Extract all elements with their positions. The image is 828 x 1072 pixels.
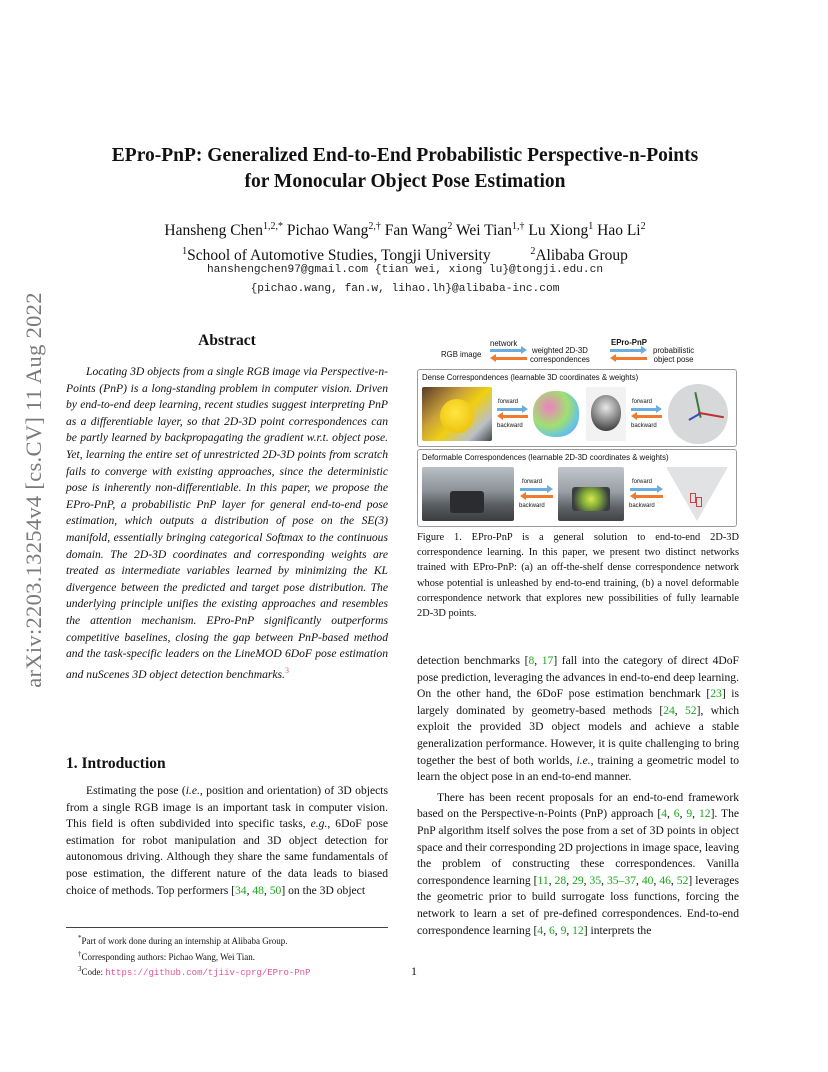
arxiv-sidebar — [8, 270, 60, 710]
citation-link[interactable]: 4 — [537, 923, 544, 937]
author-emails: hanshengchen97@gmail.com {tian wei, xiong lu}@tongji.edu.cn {pichao.wang, fan.w, lihao.lh}@alibaba-inc.com — [206, 264, 604, 295]
citation-link[interactable]: 50 — [269, 883, 282, 897]
citation-link[interactable]: 12 — [572, 923, 584, 937]
street-photo — [422, 467, 514, 521]
citation-link[interactable]: 24 — [663, 703, 675, 717]
legend-probabilistic-pose: probabilistic object pose — [653, 346, 695, 364]
legend-epro-pnp: EPro-PnP — [611, 338, 647, 347]
legend-weighted-correspondences: weighted 2D-3D correspondences — [530, 346, 590, 364]
citation-link[interactable]: 11 — [537, 873, 549, 887]
arxiv-identifier: arXiv:2203.13254v4 [cs.CV] 11 Aug 2022 — [21, 292, 46, 688]
citation-link[interactable]: 6 — [548, 923, 555, 937]
citation-link[interactable]: 28 — [554, 873, 567, 887]
paragraph: detection benchmarks [8, 17] fall into the category of direct 4DoF pose prediction, leveraging the advances in end-to-end deep learning. On the other hand, the 6DoF pose estimation benchmark [23] is largely dominated by geometry-based methods [24, 52], which exploit the provided 3D object models and achieve a stable generalization performance. However, it is quite challenging to bring together the best of both worlds, i.e., training a geometric model to learn the object pose in an end-to-end manner. — [417, 654, 740, 784]
citation-link[interactable]: 35–37 — [607, 873, 636, 887]
panel-title: Dense Correspondences (learnable 3D coordinates & weights) — [422, 373, 639, 382]
forward-arrow-icon — [631, 408, 657, 411]
footnote: *Part of work done during an internship at Alibaba Group. — [78, 934, 288, 946]
citation-link[interactable]: 40 — [641, 873, 654, 887]
panel-title: Deformable Correspondences (learnable 2D-3D coordinates & weights) — [422, 453, 669, 462]
citation-link[interactable]: 12 — [698, 807, 711, 821]
citation-link[interactable]: 9 — [686, 807, 693, 821]
author-list: Hansheng Chen$^{1,2,*}$ Pichao Wang$^{2,\dagger}$ Fan Wang$^2$ Wei Tian$^{1,\dagger}$ Lu Xiong$^1$ Hao Li$^2$ — [164, 221, 646, 240]
legend-forward-arrow-icon — [610, 349, 642, 352]
forward-arrow-icon — [630, 488, 658, 491]
legend-rgb-image: RGB image — [441, 350, 482, 359]
legend-network: network — [490, 339, 518, 348]
legend-forward-arrow-icon — [490, 349, 522, 352]
correspondence-overlay-image — [558, 467, 624, 521]
citation-link[interactable]: 46 — [659, 873, 671, 887]
citation-link[interactable]: 23 — [710, 687, 722, 701]
duck-photo — [422, 387, 492, 441]
bev-distribution-image — [666, 467, 728, 521]
citation-link[interactable]: 52 — [685, 703, 697, 717]
panel-dense-correspondences: Dense Correspondences (learnable 3D coordinates & weights) forward backward forward backward — [417, 369, 737, 447]
footnote-ref-3[interactable]: 3 — [284, 665, 289, 675]
intro-paragraph: Estimating the pose (i.e., position and orientation) of 3D objects from a single RGB image is an important task in computer vision. This field is often subdivided into specific tasks, e.g., 6DoF pose estimation for robot manipulation and 3D object detection for autonomous driving. Although they share the same fundamentals of pose estimation, the different nature of the data leads to biased choice of methods. Top performers [34, 48, 50] on the 3D object — [66, 784, 388, 897]
pose-distribution-sphere — [668, 384, 728, 444]
backward-arrow-icon — [502, 415, 528, 418]
backward-arrow-icon — [636, 415, 662, 418]
right-column-text — [417, 653, 739, 939]
footnote: †Corresponding authors: Pichao Wang, Wei Tian. — [78, 949, 255, 962]
weight-map-image — [586, 387, 626, 441]
legend-backward-arrow-icon — [615, 357, 647, 360]
citation-link[interactable]: 17 — [541, 654, 554, 667]
citation-link[interactable]: 6 — [673, 807, 680, 821]
panel-deformable-correspondences: Deformable Correspondences (learnable 2D-3D coordinates & weights) forward backward forward backward — [417, 449, 737, 527]
author-block — [60, 216, 750, 266]
figure-1 — [417, 336, 739, 526]
legend-backward-arrow-icon — [495, 357, 527, 360]
citation-link[interactable]: 48 — [252, 883, 264, 897]
code-link[interactable]: https://github.com/tjiiv-cprg/EPro-PnP — [105, 968, 311, 979]
forward-arrow-icon — [497, 408, 523, 411]
citation-link[interactable]: 35 — [589, 873, 602, 887]
abstract-heading: Abstract — [198, 332, 256, 349]
backward-arrow-icon — [525, 495, 553, 498]
footnote: $^3$Code: https://github.com/tjiiv-cprg/EPro-PnP — [78, 965, 311, 979]
citation-link[interactable]: 34 — [234, 883, 247, 897]
abstract-body: Locating 3D objects from a single RGB image via Perspective-n-Points (PnP) is a long-standing problem in computer vision. Driven by end-to-end deep learning, recent studies suggest interpreting PnP as a differentiable layer, so that 2D-3D point correspondences can be partly learned by backpropagating the gradient w.r.t. object pose. Yet, learning the entire set of unrestricted 2D-3D points from scratch fails to converge with existing approaches, since the deterministic pose is inherently non-differentiable. In this paper, we propose the EPro-PnP, a probabilistic PnP layer for general end-to-end pose estimation, which outputs a distribution of pose on the SE(3) manifold, essentially bringing categorical Softmax to the continuous domain. The 2D-3D coordinates and corresponding weights are treated as intermediate variables learned by minimizing the KL divergence between the predicted and target pose distribution. The underlying principle unifies the existing approaches and resembles the attention mechanism. EPro-PnP significantly outperforms competitive baselines, closing the gap between PnP-based method and the task-specific leaders on the LineMOD 6DoF pose estimation and nuScenes 3D object detection benchmarks.$^3$ — [66, 365, 388, 681]
forward-arrow-icon — [520, 488, 548, 491]
coordinate-map-image — [529, 387, 583, 441]
paragraph: There has been recent proposals for an end-to-end framework based on the Perspective-n-Points (PnP) approach [4, 6, 9, 12]. The PnP algorithm itself solves the pose from a set of 3D points in object space and their corresponding 2D projections in image space, leaving the problem of constructing these correspondences. Vanilla correspondence learning [11, 28, 29, 35, 35–37, 40, 46, 52] leverages the geometric prior to build surrogate loss functions, forcing the network to learn a set of pre-defined correspondences. End-to-end correspondence learning [4, 6, 9, 12] interprets the — [417, 790, 740, 937]
affiliations: $^1$School of Automotive Studies, Tongji University $^2$Alibaba Group — [182, 246, 628, 265]
citation-link[interactable]: 4 — [661, 807, 667, 821]
figure-caption: Figure 1. EPro-PnP is a general solution to end-to-end 2D-3D correspondence learning. In this paper, we present two distinct networks trained with EPro-PnP: (a) an off-the-shelf dense correspondence network whose potential is unleashed by end-to-end training, (b) a novel deformable correspondence network that explores new possibilities of fully learnable 2D-3D points. — [417, 532, 739, 620]
page-number: 1 — [411, 964, 417, 978]
citation-link[interactable]: 52 — [676, 873, 689, 887]
citation-link[interactable]: 8 — [528, 654, 535, 667]
paper-title: EPro-PnP: Generalized End-to-End Probabilistic Perspective-n-Points for Monocular Object Pose Estimation — [111, 145, 699, 192]
backward-arrow-icon — [635, 495, 663, 498]
section-heading-introduction: 1. Introduction — [66, 755, 166, 772]
citation-link[interactable]: 9 — [560, 923, 567, 937]
citation-link[interactable]: 29 — [572, 873, 584, 887]
